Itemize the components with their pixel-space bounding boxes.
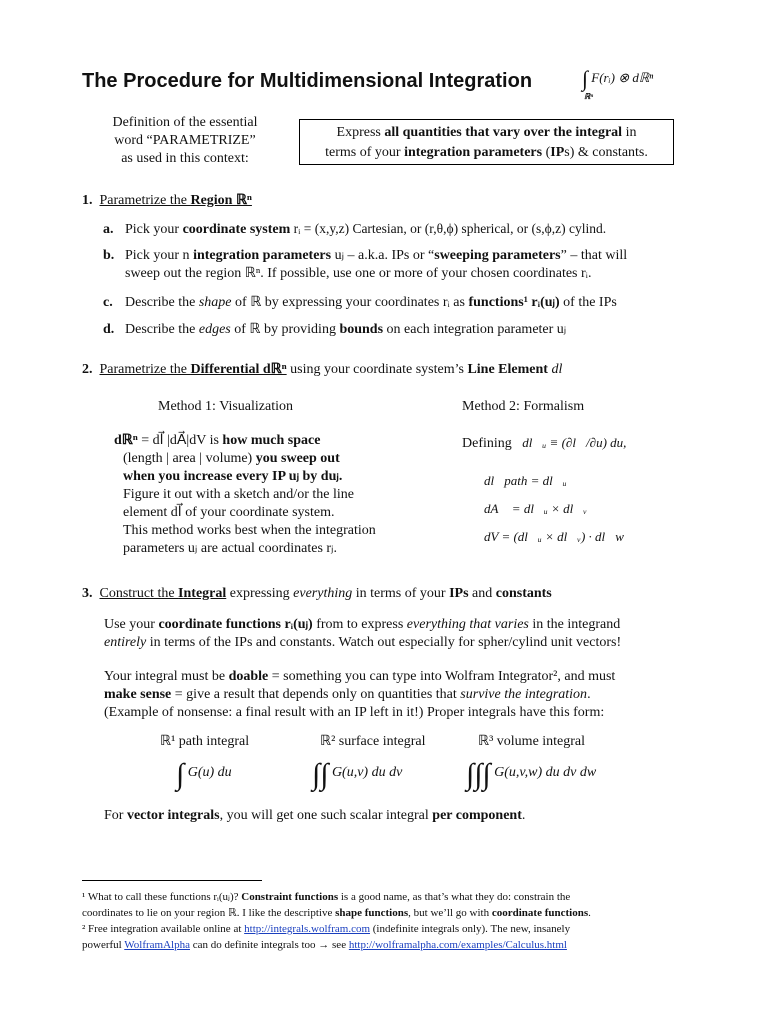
text: in terms of the IPs and constants. Watch out especially for spher/cylind unit vectors! [146,635,622,650]
item-label: a. [103,222,114,237]
text: is a good name, as that’s what they do: constrain the [338,891,571,903]
method-1-line-5: element dl⃗ of your coordinate system. [123,505,335,520]
path-element-equation: dl⃗path = dl⃗ᵤ [484,473,567,488]
integral-sign-icon: ∫ [176,758,185,791]
emphasis: everything that varies [406,617,529,632]
method-1-line-4: Figure it out with a sketch and/or the line [123,487,354,502]
path-integral-label: ℝ¹ path integral [160,734,250,749]
method-1-title: Method 1: Visualization [158,399,293,414]
text: and [468,586,496,601]
footnote-2 [82,921,682,953]
text: (Example of nonsense: a final result with an IP left in it!) Proper integrals have this form: [104,705,605,720]
text: powerful [82,939,125,951]
text: of the IPs [559,295,617,310]
footnote-1 [82,889,682,921]
section-number: 3. [82,586,93,601]
text: Parametrize the [99,193,191,208]
definition-line-2: word “PARAMETRIZE” [114,133,256,148]
text: in [622,125,637,140]
text: Defining [462,436,512,451]
text: using your coordinate system’s [286,362,468,377]
emphasis: sweeping parameters [434,248,561,263]
text: ¹ What to call these functions rᵢ(uⱼ)? [82,891,242,903]
emphasis: shape functions [335,907,409,919]
method-1-description [114,432,403,558]
text: in terms of your [352,586,450,601]
emphasis: all quantities that vary over the integral [384,125,623,140]
emphasis: coordinate functions rᵢ(uⱼ) [158,617,313,632]
emphasis: integration parameters [404,145,543,160]
text: Parametrize the [99,362,191,377]
text: , you will get one such scalar integral [219,808,433,823]
text: = something you can type into Wolfram Integrator², and must [268,669,616,684]
volume-element-equation: dV = (dl⃗ᵤ × dl⃗ᵥ) · dl⃗w [484,529,624,544]
double-integral-icon: ∫∫ [312,758,329,791]
footnote-divider [82,880,262,881]
area-element-equation: dA⃗ = dl⃗ᵤ × dl⃗ᵥ [484,501,587,516]
header-integral-domain: ℝⁿ [584,92,594,101]
section-2-title [100,362,287,377]
text: (length | area | volume) [123,451,256,466]
header-integral-expression: F(rᵢ) ⊗ dℝⁿ [591,69,654,85]
integral-sign-icon: ∫ [582,66,589,91]
section-3-paragraph-2: Your integral must be doable = something you can type into Wolfram Integrator², and must make sense = give a result that depends only on quantities that survive the integration. (Example of nonsense: a final result with an IP left in it!) Proper integrals have this form: [104,669,616,720]
emphasis: Line Element [467,362,548,377]
line-element-definition: dl⃗ᵤ ≡ (∂l⃗/∂u) du, [522,435,627,450]
emphasis: functions¹ rᵢ(uⱼ) [468,295,560,310]
text: from to express [312,617,407,632]
emphasis: per component [432,808,522,823]
emphasis: coordinate functions [491,907,589,919]
text: (indefinite integrals only). The new, insanely [370,923,571,935]
item-label: b. [103,248,115,263]
text: Your integral must be [104,669,229,684]
item-label: d. [103,322,115,337]
surface-integral-form [312,760,402,790]
section-1-item-b [103,247,683,283]
emphasis: you sweep out [255,451,340,466]
text: For [104,808,127,823]
text: of ℝ by providing [230,322,340,337]
text: rᵢ = (x,y,z) Cartesian, or (r,θ,ϕ) spherical, or (s,ϕ,z) cylind. [290,221,607,236]
method-2-definition [462,424,626,463]
text: Express [336,125,385,140]
volume-integral-form [466,760,596,790]
integrals-wolfram-link[interactable]: http://integrals.wolfram.com [244,923,371,935]
item-label: c. [103,295,113,310]
header-integral-formula [582,66,654,101]
emphasis: integration parameters [193,248,332,263]
emphasis: how much space [222,433,321,448]
section-3-paragraph-1 [104,616,674,652]
section-3-title [100,586,227,601]
text: Describe the [125,322,199,337]
definition-box-line-1 [300,123,673,143]
text: coordinates to lie on your region ℝ. I like the descriptive [82,907,336,919]
page-title: The Procedure for Multidimensional Integration [82,70,533,92]
section-1-item-d [103,321,683,339]
emphasis: Integral [178,586,227,601]
emphasis: coordinate system [182,222,291,237]
section-3-heading [82,586,552,602]
surface-integrand: G(u,v) du dv [331,765,403,780]
method-2-equations [462,424,626,545]
section-number: 1. [82,193,93,208]
emphasis: entirely [104,635,147,650]
wolframalpha-link[interactable]: WolframAlpha [124,939,190,951]
text: = dl⃗ |dA⃗|dV is [137,433,223,448]
section-1-item-c [103,294,683,312]
line-element-symbol: dl⃗ [547,362,574,377]
section-1-heading [82,192,252,209]
text: uⱼ – a.k.a. IPs or “ [331,248,435,263]
text: . [588,907,591,919]
section-3-paragraph-3 [104,807,674,825]
path-integrand: G(u) du [187,765,232,780]
emphasis: survive the integration [460,687,588,702]
definition-line-1: Definition of the essential [112,115,258,130]
section-1-item-a [103,220,683,239]
item-b-line-2: sweep out the region ℝⁿ. If possible, use one or more of your chosen coordinates rᵢ. [125,266,592,281]
definition-line-3: as used in this context: [121,151,249,166]
section-1-title [100,193,252,208]
text: ” – that will [560,248,628,263]
text: Use your [104,617,159,632]
section-number: 2. [82,362,93,377]
emphasis: make sense [104,687,172,702]
method-2-title: Method 2: Formalism [462,399,585,414]
emphasis: everything [293,586,353,601]
path-integral-form [176,760,232,790]
text: expressing [226,586,294,601]
text: terms of your [325,145,405,160]
text: ² Free integration available online at [82,923,245,935]
text: of ℝ by expressing your coordinates rᵢ as [231,295,469,310]
method-1-line-7: parameters uⱼ are actual coordinates rⱼ. [123,541,338,556]
volume-integrand: G(u,v,w) du dv dw [494,765,597,780]
wolframalpha-calculus-link[interactable]: http://wolframalpha.com/examples/Calculus.html [348,939,567,951]
emphasis: edges [198,322,231,337]
surface-integral-label: ℝ² surface integral [320,734,426,749]
emphasis: bounds [339,322,384,337]
text: = give a result that depends only on quantities that [171,687,461,702]
text: . [521,808,526,823]
text: Describe the [125,295,199,310]
volume-integral-label: ℝ³ volume integral [478,734,586,749]
method-1-equation [114,432,403,450]
emphasis: dℝⁿ [114,433,138,448]
emphasis: Differential dℝⁿ [190,362,287,377]
text: Pick your [125,222,183,237]
text: Construct the [99,586,179,601]
emphasis: Region ℝⁿ [190,193,252,208]
method-1-line-6: This method works best when the integration [123,523,376,538]
emphasis: IP [550,145,565,160]
text: ( [542,145,551,160]
definition-label [95,114,275,168]
triple-integral-icon: ∫∫∫ [466,758,491,791]
text: on each integration parameter uⱼ [383,322,567,337]
text: , but we’ll go with [408,907,492,919]
emphasis: shape [198,295,232,310]
text: can do definite integrals too → see [189,939,349,951]
text: Pick your n [125,248,194,263]
text: in the integrand [528,617,621,632]
emphasis: constants [495,586,552,601]
text: s) & constants. [564,145,648,160]
emphasis: Constraint functions [241,891,339,903]
definition-box-line-2 [300,143,673,163]
emphasis: IPs [449,586,469,601]
method-1-line-2 [123,450,403,468]
definition-box [299,119,674,165]
section-2-heading [82,361,573,378]
emphasis: doable [228,669,269,684]
method-1-line-3: when you increase every IP uⱼ by duⱼ. [123,469,343,484]
emphasis: vector integrals [126,808,220,823]
